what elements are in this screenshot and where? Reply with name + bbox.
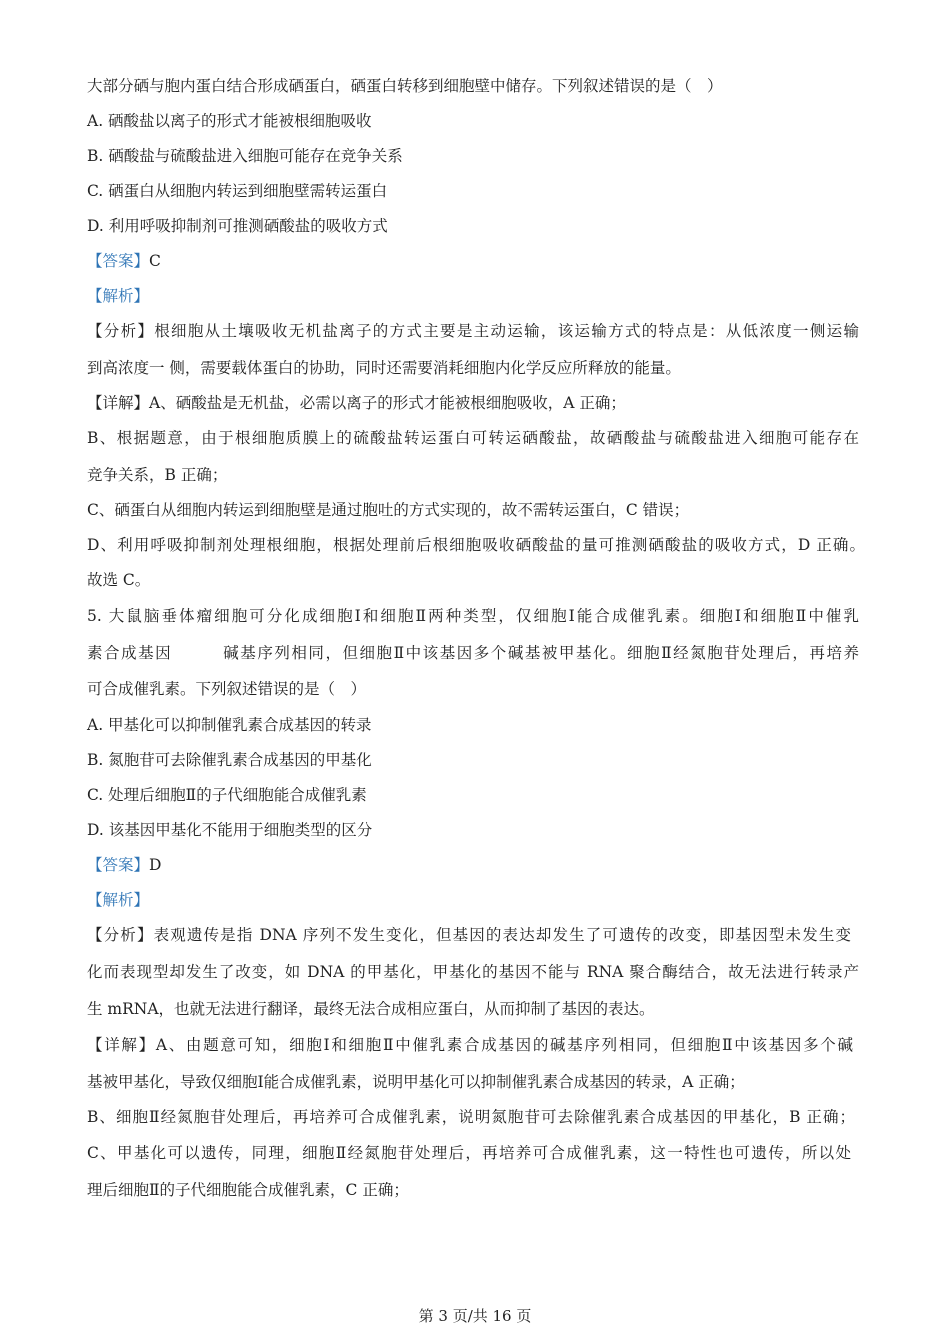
q4-analysis-label: 【解析】	[87, 287, 150, 305]
answer-label: 【答案】	[87, 252, 150, 270]
answer-value: D	[149, 856, 162, 874]
q4-detail-line: C、硒蛋白从细胞内转运到细胞壁是通过胞吐的方式实现的，故不需转运蛋白，C 错误；	[87, 501, 690, 519]
q5-option-c: C. 处理后细胞Ⅱ的子代细胞能合成催乳素	[87, 786, 367, 804]
answer-value: C	[149, 252, 161, 270]
fenxi-label: 【分析】	[87, 322, 155, 340]
q5-option-b: B. 氮胞苷可去除催乳素合成基因的甲基化	[87, 751, 372, 769]
q4-option-b: B. 硒酸盐与硫酸盐进入细胞可能存在竞争关系	[87, 147, 403, 165]
q4-option-c: C. 硒蛋白从细胞内转运到细胞壁需转运蛋白	[87, 182, 388, 200]
q5-fenxi-line	[87, 925, 851, 945]
page-number: 第 3 页/共 16 页	[418, 1307, 532, 1325]
text: 根细胞从土壤吸收无机盐离子的方式主要是主动运输，该运输方式的特点是：从低浓度一侧运输	[154, 322, 859, 340]
q4-fenxi-line	[87, 321, 859, 341]
q4-option-a: A. 硒酸盐以离子的形式才能被根细胞吸收	[87, 112, 372, 130]
detail-label: 【详解】	[87, 1036, 156, 1054]
q5-detail-line: 基被甲基化，导致仅细胞Ⅰ能合成催乳素，说明甲基化可以抑制催乳素合成基因的转录，A 正确；	[87, 1073, 745, 1091]
fenxi-label: 【分析】	[87, 926, 154, 944]
q4-conclusion: 故选 C。	[87, 571, 151, 589]
q4-detail-line: D、利用呼吸抑制剂处理根细胞，根据处理前后根细胞吸收硒酸盐的量可推测硒酸盐的吸收方式，D 正确。	[87, 536, 865, 554]
q5-detail-line	[87, 1035, 853, 1055]
q4-detail-line: B、根据题意，由于根细胞质膜上的硫酸盐转运蛋白可转运硒酸盐，故硒酸盐与硫酸盐进入细胞可能存在	[87, 429, 859, 447]
q4-fenxi-line: 到高浓度一 侧，需要载体蛋白的协助，同时还需要消耗细胞内化学反应所释放的能量。	[87, 359, 681, 377]
q5-option-a: A. 甲基化可以抑制催乳素合成基因的转录	[87, 716, 372, 734]
q5-answer	[87, 855, 859, 875]
q4-detail-line: 竞争关系，B 正确；	[87, 466, 228, 484]
q5-fenxi-line: 生 mRNA，也就无法进行翻译，最终无法合成相应蛋白，从而抑制了基因的表达。	[87, 1000, 655, 1018]
answer-label: 【答案】	[87, 856, 150, 874]
q5-stem: 可合成催乳素。下列叙述错误的是（ ）	[87, 680, 367, 698]
text: A、由题意可知，细胞Ⅰ和细胞Ⅱ中催乳素合成基因的碱基序列相同，但细胞Ⅱ中该基因多个碱	[155, 1036, 853, 1054]
text: A、硒酸盐是无机盐，必需以离子的形式才能被根细胞吸收，A 正确；	[149, 394, 626, 412]
q5-detail-line: 理后细胞Ⅱ的子代细胞能合成催乳素，C 正确；	[87, 1181, 409, 1199]
q5-fenxi-line: 化而表现型却发生了改变，如 DNA 的甲基化，甲基化的基因不能与 RNA 聚合酶结合，故无法进行转录产	[87, 963, 859, 981]
q4-detail-line	[87, 393, 859, 413]
q4-stem: 大部分硒与胞内蛋白结合形成硒蛋白，硒蛋白转移到细胞壁中储存。下列叙述错误的是（ ）	[87, 77, 723, 95]
q5-detail-line: C、甲基化可以遗传，同理，细胞Ⅱ经氮胞苷处理后，再培养可合成催乳素，这一特性也可遗传，所以处	[87, 1144, 851, 1162]
q4-answer	[87, 251, 859, 271]
q5-option-d: D. 该基因甲基化不能用于细胞类型的区分	[87, 821, 373, 839]
q5-detail-line: B、细胞Ⅱ经氮胞苷处理后，再培养可合成催乳素，说明氮胞苷可去除催乳素合成基因的甲基化，B 正确；	[87, 1108, 855, 1126]
q5-analysis-label: 【解析】	[87, 891, 150, 909]
q5-stem: 5. 大鼠脑垂体瘤细胞可分化成细胞Ⅰ和细胞Ⅱ两种类型，仅细胞Ⅰ能合成催乳素。细胞Ⅰ和细胞Ⅱ中催乳	[87, 607, 859, 625]
q4-option-d: D. 利用呼吸抑制剂可推测硒酸盐的吸收方式	[87, 217, 388, 235]
text: 表观遗传是指 DNA 序列不发生变化，但基因的表达却发生了可遗传的改变，即基因型未发生变	[153, 926, 851, 944]
detail-label: 【详解】	[87, 394, 150, 412]
q5-stem: 素合成基因 碱基序列相同，但细胞Ⅱ中该基因多个碱基被甲基化。细胞Ⅱ经氮胞苷处理后，再培养	[87, 644, 859, 662]
